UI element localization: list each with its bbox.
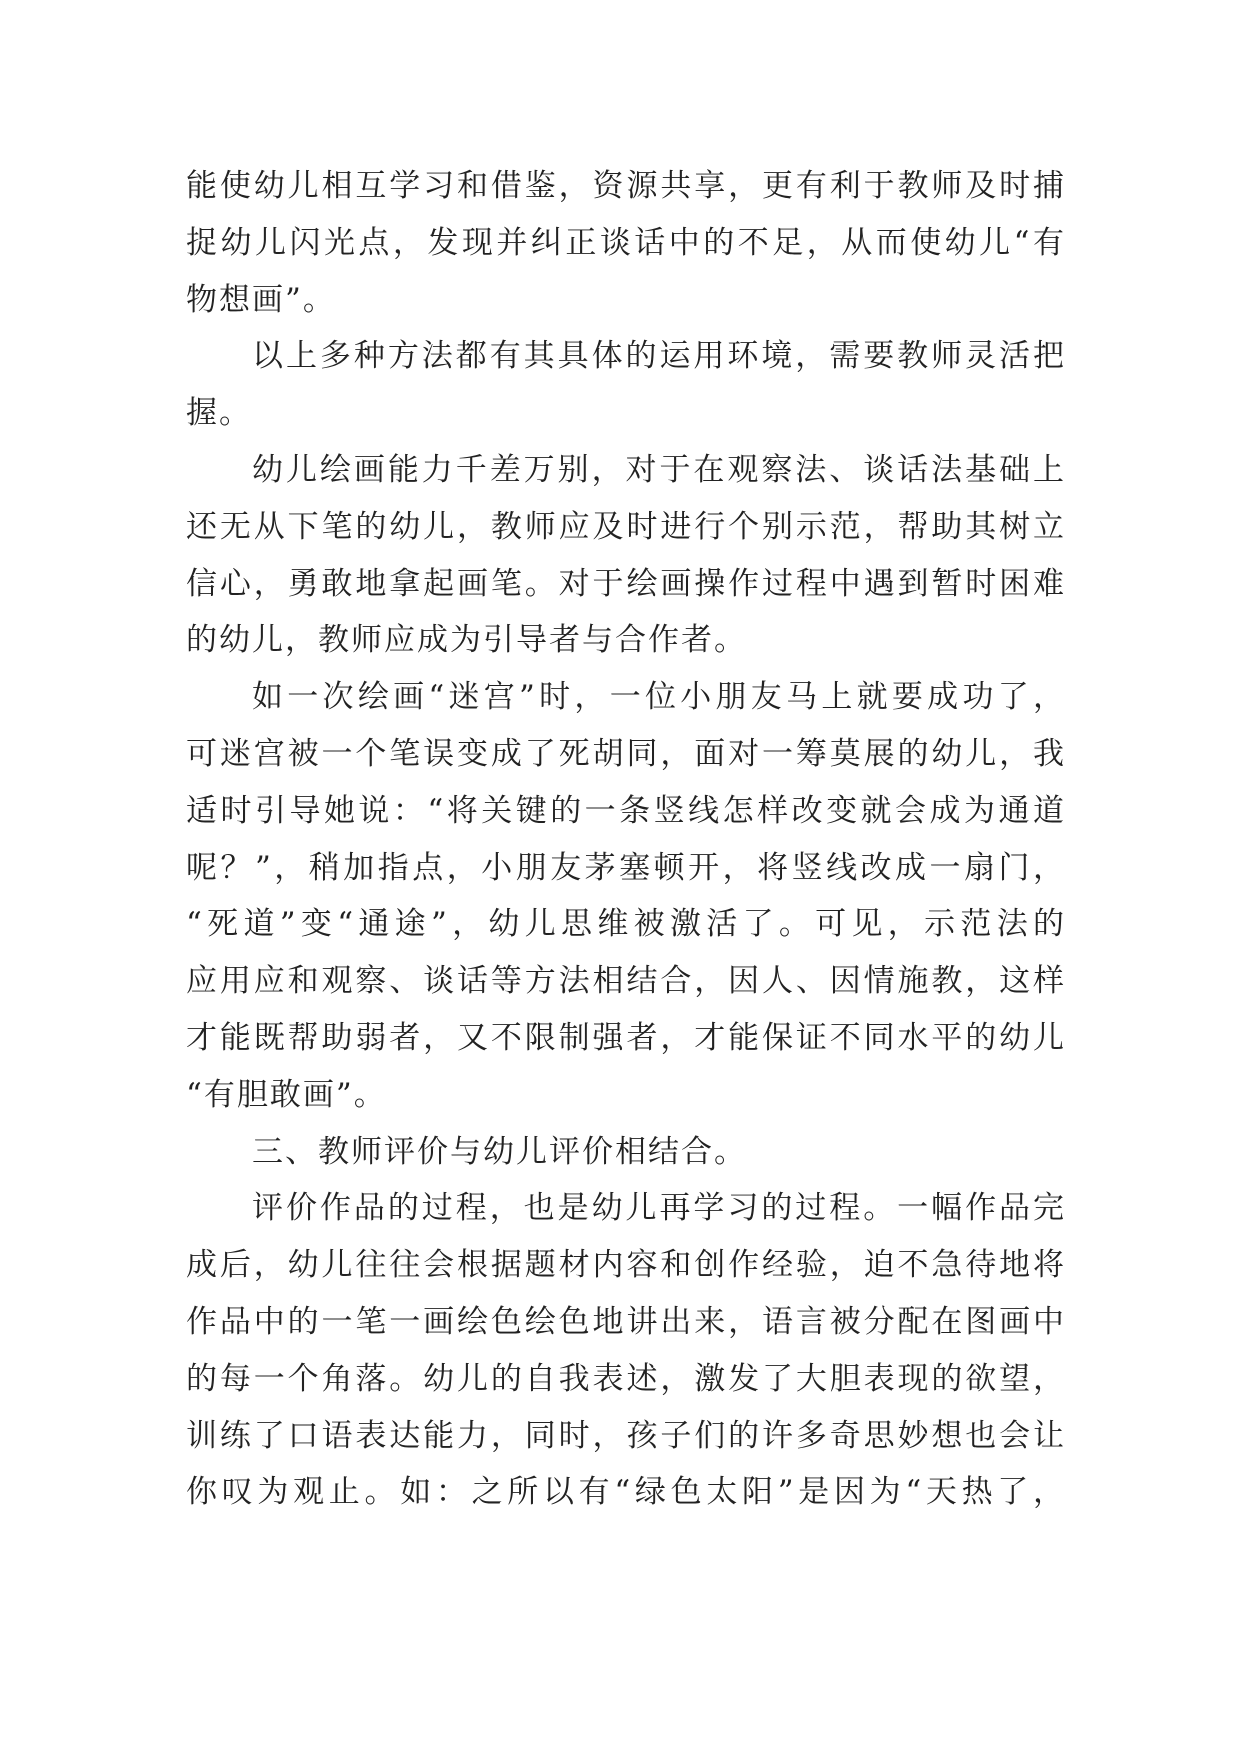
text-line: 的幼儿，教师应成为引导者与合作者。 [186,622,747,659]
text-line: 成后，幼儿往往会根据题材内容和创作经验，迫不急待地将 [186,1247,1066,1284]
text-line: 还无从下笔的幼儿，教师应及时进行个别示范，帮助其树立 [186,508,1066,545]
paragraph-first-line: 评价作品的过程，也是幼儿再学习的过程。一幅作品完 [252,1190,1066,1227]
paragraph-first-line: 如一次绘画“迷宫”时，一位小朋友马上就要成功了， [252,679,1066,716]
text-line: 可迷宫被一个笔误变成了死胡同，面对一筹莫展的幼儿，我 [186,735,1066,772]
text-line: 捉幼儿闪光点，发现并纠正谈话中的不足，从而使幼儿“有 [186,224,1066,261]
text-line: 训练了口语表达能力，同时，孩子们的许多奇思妙想也会让 [186,1417,1066,1454]
section-heading: 三、教师评价与幼儿评价相结合。 [252,1133,747,1170]
text-line: 握。 [186,395,252,432]
text-line: 才能既帮助弱者，又不限制强者，才能保证不同水平的幼儿 [186,1019,1066,1056]
text-line: 物想画”。 [186,281,336,318]
text-line: “有胆敢画”。 [186,1076,387,1113]
text-line: 适时引导她说：“将关键的一条竖线怎样改变就会成为通道 [186,792,1066,829]
text-line: 信心，勇敢地拿起画笔。对于绘画操作过程中遇到暂时困难 [186,565,1066,602]
paragraph-first-line: 幼儿绘画能力千差万别，对于在观察法、谈话法基础上 [252,451,1066,488]
text-line: 能使幼儿相互学习和借鉴，资源共享，更有利于教师及时捕 [186,168,1066,204]
text-line: 的每一个角落。幼儿的自我表述，激发了大胆表现的欲望， [186,1360,1066,1397]
text-line: 你叹为观止。如：之所以有“绿色太阳”是因为“天热了， [186,1474,1066,1511]
text-line: “死道”变“通途”，幼儿思维被激活了。可见，示范法的 [186,906,1066,943]
text-line: 应用应和观察、谈话等方法相结合，因人、因情施教，这样 [186,963,1066,1000]
text-line: 作品中的一笔一画绘色绘色地讲出来，语言被分配在图画中 [186,1303,1066,1340]
paragraph-first-line: 以上多种方法都有其具体的运用环境，需要教师灵活把 [252,338,1066,375]
text-line: 呢？”，稍加指点，小朋友茅塞顿开，将竖线改成一扇门， [186,849,1066,886]
document-body [186,158,1066,1521]
